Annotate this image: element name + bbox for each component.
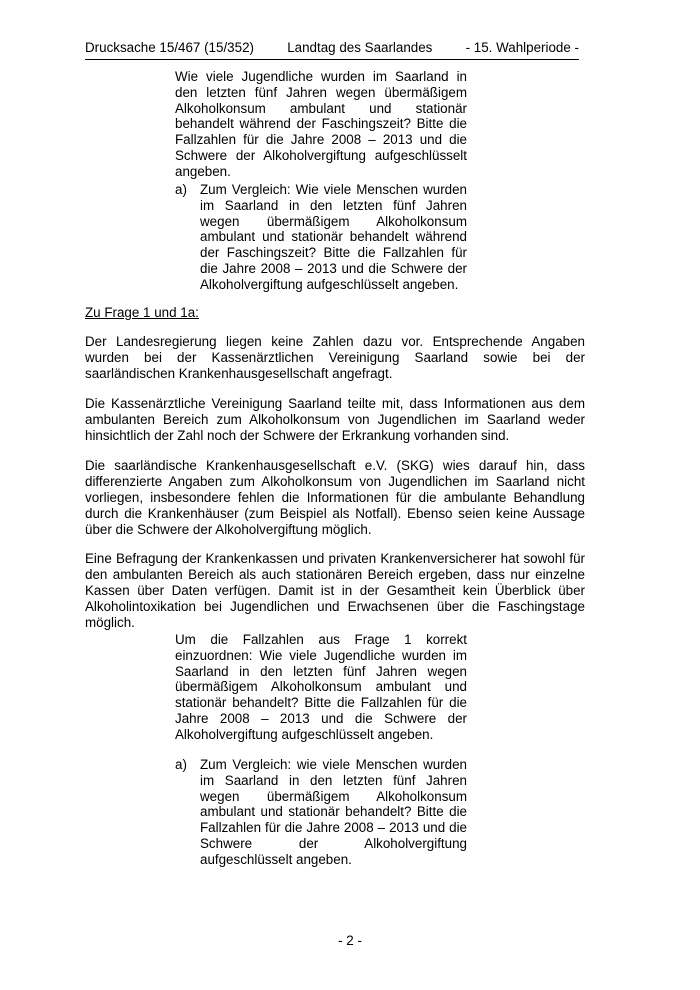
answer-paragraph: Die Kassenärztliche Vereinigung Saarland teilte mit, dass Informationen aus dem ambulanten Bereich zum Alkoholkonsum von Jugendlichen im Saarland weder hinsichtlich der Zahl noch der Schwere der Erkrankung vorhanden sind. bbox=[85, 396, 585, 443]
question-2a-label: a) bbox=[175, 757, 187, 772]
legislative-period: - 15. Wahlperiode - bbox=[465, 40, 579, 55]
question-1a-text: Zum Vergleich: Wie viele Menschen wurden im Saarland in den letzten fünf Jahren wegen übermäßigem Alkoholkonsum ambulant und stationär behandelt während der Faschingszeit? Bitte die Fallzahlen für die Jahre 2008 – 2013 und die Schwere der Alkoholvergiftung aufgeschlüsselt angeben. bbox=[200, 182, 467, 292]
question-1a-label: a) bbox=[175, 182, 187, 197]
question-2a bbox=[175, 757, 467, 868]
answer-paragraph: Der Landesregierung liegen keine Zahlen dazu vor. Entsprechende Angaben wurden bei der Kassenärztlichen Vereinigung Saarland sowie bei der saarländischen Krankenhausgesellschaft angefragt. bbox=[85, 334, 585, 381]
answer-paragraph: Die saarländische Krankenhausgesellschaft e.V. (SKG) wies darauf hin, dass differenzierte Angaben zum Alkoholkonsum von Jugendlichen im Saarland nicht vorliegen, insbesondere fehlen die Informationen für die ambulante Behandlung durch die Krankenhäuser (zum Beispiel als Notfall). Ebenso seien keine Aussage über die Schwere der Alkoholvergiftung möglich. bbox=[85, 458, 585, 537]
answer-paragraph: Eine Befragung der Krankenkassen und privaten Krankenversicherer hat sowohl für den ambulanten Bereich als auch stationären Bereich ergeben, dass nur einzelne Kassen über Daten verfügen. Damit ist in der Gesamtheit kein Überblick über Alkoholintoxikation bei Jugendlichen und Erwachsenen über die Faschingstage möglich. bbox=[85, 551, 585, 630]
document-number: Drucksache 15/467 (15/352) bbox=[85, 40, 254, 55]
question-2a-text: Zum Vergleich: wie viele Menschen wurden im Saarland in den letzten fünf Jahren wegen übermäßigem Alkoholkonsum ambulant und stationär behandelt? Bitte die Fallzahlen für die Jahre 2008 – 2013 und die Schwere der Alkoholvergiftung aufgeschlüsselt angeben. bbox=[200, 757, 467, 867]
question-1: Wie viele Jugendliche wurden im Saarland in den letzten fünf Jahren wegen übermäßigem Alkoholkonsum ambulant und stationär behandelt während der Faschingszeit? Bitte die Fallzahlen für die Jahre 2008 – 2013 und die Schwere der Alkoholvergiftung aufgeschlüsselt angeben. bbox=[175, 69, 467, 179]
page-number: - 2 - bbox=[338, 933, 362, 948]
question-2: Um die Fallzahlen aus Frage 1 korrekt einzuordnen: Wie viele Jugendliche wurden im Saarland in den letzten fünf Jahren wegen übermäßigem Alkoholkonsum ambulant und stationär behandelt? Bitte die Fallzahlen für die Jahre 2008 – 2013 und die Schwere der Alkoholvergiftung aufgeschlüsselt angeben. bbox=[175, 632, 467, 742]
page-header bbox=[85, 40, 579, 60]
answer-heading: Zu Frage 1 und 1a: bbox=[85, 305, 199, 320]
parliament-name: Landtag des Saarlandes bbox=[287, 40, 433, 55]
question-1a bbox=[175, 182, 467, 293]
